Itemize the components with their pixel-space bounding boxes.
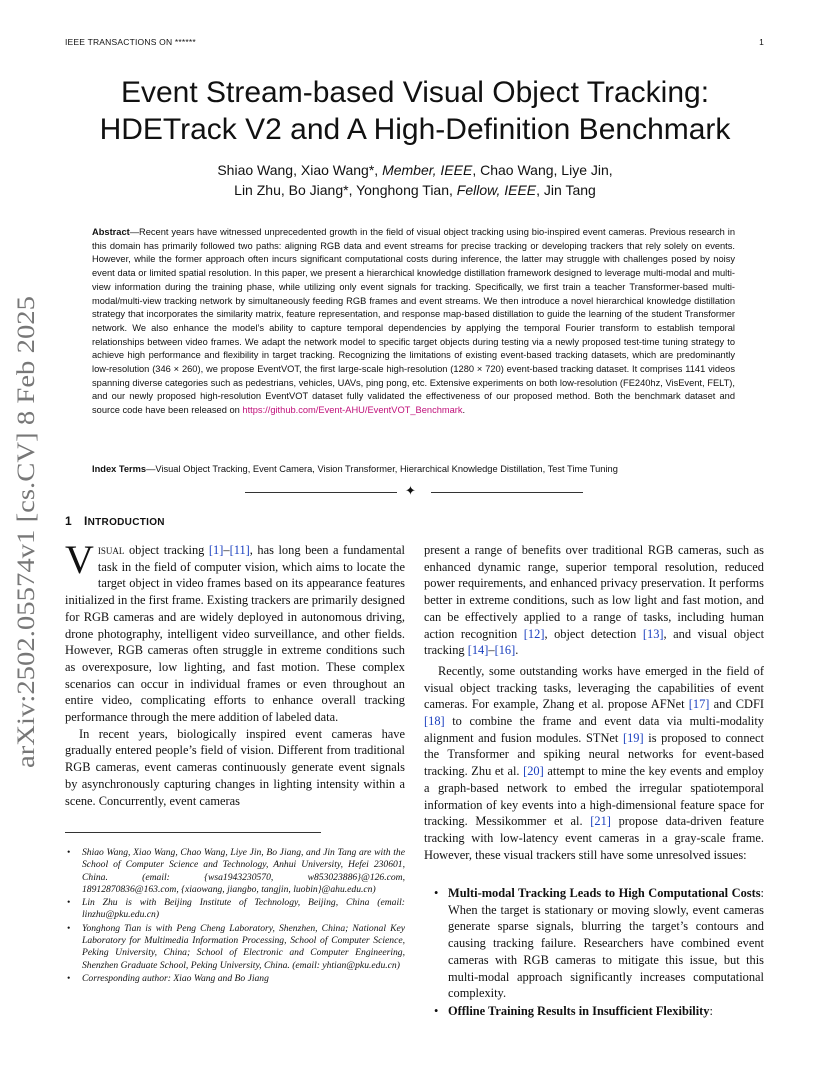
bullet-text: : xyxy=(709,1003,713,1018)
index-terms xyxy=(92,463,735,476)
bullet-text: : When the target is stationary or moving slowly, event cameras generate sparse signals, blurring the target’s contours and causing tracking failure. Researchers have combined event cameras with RGB cameras to mitigate this issue, but this multi-modal approach significantly increases computational complexity. xyxy=(448,886,764,1001)
intro-paragraph-3 xyxy=(424,542,764,659)
bullet-item xyxy=(448,1003,764,1020)
section-number: 1 xyxy=(65,514,72,528)
member-title: Member, IEEE xyxy=(382,162,473,178)
title-line-2: HDETrack V2 and A High-Definition Benchmark xyxy=(99,113,731,146)
footnote-item: • Lin Zhu is with Beijing Institute of Technology, Beijing, China (email: linzhu@pku.edu.cn) xyxy=(82,897,405,922)
running-header: IEEE TRANSACTIONS ON ****** xyxy=(65,37,196,47)
bullet-title: Offline Training Results in Insufficient Flexibility xyxy=(448,1003,710,1018)
text-run: present a range of benefits over traditional RGB cameras, such as enhanced dynamic range, superior temporal resolution, reduced power requirements, and enhanced privacy preservation. It performs better in extreme conditions, such as low light and fast motion, and can be effectively applied to a range of tasks, including human action recognition xyxy=(424,543,764,641)
citation-link[interactable]: [17] xyxy=(688,697,710,712)
paper-title xyxy=(60,74,770,148)
author-list xyxy=(60,160,770,200)
footnotes xyxy=(65,847,405,986)
abstract-label: Abstract xyxy=(92,227,130,237)
text-run: , and visual object tracking xyxy=(424,626,765,658)
authors-a: Shiao Wang, Xiao Wang*, xyxy=(217,162,383,178)
arxiv-stamp-text: arXiv:2502.05574v1 [cs.CV] 8 Feb 2025 xyxy=(11,348,40,768)
github-link[interactable]: https://github.com/Event-AHU/EventVOT_Benchmark xyxy=(242,405,463,416)
drop-cap: V xyxy=(65,537,94,582)
author-line-2 xyxy=(60,180,770,200)
author-line-1 xyxy=(60,160,770,180)
left-column xyxy=(65,537,405,809)
divider-star-icon: ✦ xyxy=(405,484,416,499)
text-run: Recently, some outstanding works have emerged in the field of visual object tracking tasks, leveraging the capabilities of event cameras. For example, Zhang et al. propose AFNet xyxy=(424,663,764,712)
citation-link[interactable]: [11] xyxy=(229,543,250,557)
authors-c: Lin Zhu, Bo Jiang*, Yonghong Tian, xyxy=(234,182,457,198)
text-run: – xyxy=(488,643,495,658)
divider-line-left xyxy=(245,492,397,493)
index-terms-text: —Visual Object Tracking, Event Camera, Vision Transformer, Hierarchical Knowledge Distillation, Test Time Tuning xyxy=(146,464,618,474)
text-run: propose data-driven feature tracking with low-latency event cameras in a gray-scale frame. However, these visual trackers still have some unresolved issues: xyxy=(424,814,764,862)
text-run: object tracking xyxy=(124,543,209,557)
section-divider xyxy=(245,486,583,500)
abstract xyxy=(92,226,735,418)
footnote-item: • Corresponding author: Xiao Wang and Bo Jiang xyxy=(82,973,405,985)
text-run: is proposed to connect the Transformer and spiking neural networks for event-based tracking. Zhu et al. xyxy=(424,730,764,779)
intro-paragraph-4 xyxy=(424,663,764,863)
authors-d: , Jin Tang xyxy=(536,182,596,198)
intro-paragraph-2: In recent years, biologically inspired event cameras have gradually entered people’s field of vision. Different from traditional RGB cameras, event cameras continuously generate event signals by asynchronously capturing changes in lighting intensity within a scene. Concurrently, event cameras xyxy=(65,726,405,808)
text-run: , object detection xyxy=(544,626,643,641)
citation-link[interactable]: [18] xyxy=(424,714,445,729)
section-title-rest: NTRODUCTION xyxy=(87,517,165,528)
fellow-title: Fellow, IEEE xyxy=(456,182,537,198)
text-run: , has long been a fundamental task in the field of computer vision, which aims to locate the target object in video frames based on its appearance features initialized in the first frame. Existing trackers are primarily designed for RGB cameras and are widely deployed in autonomous driving, drone photography, intelligent video surveillance, and other fields. However, RGB cameras often struggle in extreme conditions such as overexposure, low lighting, and fast motion. These complex scenarios can occur in individual frames or even throughout an entire video, complicating efforts to enhance overall tracking performance through the mere addition of labeled data. xyxy=(65,543,405,725)
right-column xyxy=(424,542,764,863)
citation-link[interactable]: [13] xyxy=(642,626,664,641)
index-terms-label: Index Terms xyxy=(92,464,147,474)
arxiv-stamp-svg xyxy=(4,294,44,768)
page-number: 1 xyxy=(759,37,764,47)
text-run: to combine the frame and event data via multi-modality alignment and fusion modules. STNet xyxy=(424,714,764,745)
citation-link[interactable]: [20] xyxy=(523,764,544,779)
footnote-item: • Yonghong Tian is with Peng Cheng Laboratory, Shenzhen, China; National Key Laboratory for Multimedia Information Processing, School of Computer Science, Peking University, China; School of Electronic and Computer Engineering, Shenzhen Graduate School, Peking University, China. (email: yhtian@pku.edu.cn) xyxy=(82,923,405,972)
title-line-1: Event Stream-based Visual Object Tracking: xyxy=(120,76,710,109)
issue-bullets xyxy=(430,885,764,1021)
citation-link[interactable]: [12] xyxy=(523,626,545,641)
abstract-text: —Recent years have witnessed unprecedented growth in the field of visual object tracking using bio-inspired event cameras. Previous research in this domain has primarily followed two paths: aligning RGB data and event streams for precise tracking or developing trackers that rely solely on events. However, while the former approach often incurs significant computational costs during inference, the latter may struggle with challenges posed by noisy event data or limited spatial resolution. In this paper, we present a hierarchical knowledge distillation framework designed to leverage multi-modal and multi-view information during the training phase, while utilizing only event signals for tracking. Specifically, we first train a teacher Transformer-based multi-modal/multi-view tracking network by simultaneously feeding RGB frames and event streams. We then introduce a novel hierarchical knowledge distillation strategy that incorporates the similarity matrix, feature representation, and response map-based distillation to guide the learning of the student Transformer network. We also enhance the model’s ability to capture temporal dependencies by applying the temporal Fourier transform to establish temporal relationships between video frames. We adapt the network model to specific target objects during testing via a newly proposed test-time tuning strategy to achieve high performance and flexibility in target tracking. Recognizing the limitations of existing event-based tracking datasets, which are predominantly low-resolution (346 × 260), we propose EventVOT, the first large-scale high-resolution (1280 × 720) event-based tracking dataset. It comprises 1141 videos spanning diverse categories such as pedestrians, vehicles, UAVs, ping pong, etc. Extensive experiments on both low-resolution (FE240hz, VisEvent, FELT), and our newly proposed high-resolution EventVOT dataset fully validated the effectiveness of our proposed method. Both the benchmark dataset and source code have been released on xyxy=(92,227,735,416)
footnote-rule xyxy=(65,832,321,833)
citation-link[interactable]: [14] xyxy=(467,643,489,658)
arxiv-stamp xyxy=(4,294,44,768)
intro-paragraph-1 xyxy=(65,537,405,726)
citation-link[interactable]: [16] xyxy=(494,643,516,658)
footnote-item: • Shiao Wang, Xiao Wang, Chao Wang, Liye Jin, Bo Jiang, and Jin Tang are with the School of Computer Science and Technology, Anhui University, Hefei 230601, China. (email: {wsa1943230570, w853023886}@126.com, 18912870836@163.com, {xiaowang, jiangbo, tangjin, luobin}@ahu.edu.cn) xyxy=(82,847,405,896)
bullet-item xyxy=(448,885,764,1002)
section-title-initial: I xyxy=(83,514,88,528)
citation-link[interactable]: [19] xyxy=(622,730,644,745)
text-run: . xyxy=(515,643,519,658)
citation-link[interactable]: [21] xyxy=(590,814,611,829)
text-run: attempt to mine the key events and employ a graph-based network to embed the irregular spatiotemporal information of key events into a high-dimensional feature space for tracking. Messikommer et al. xyxy=(424,764,765,829)
smallcaps-word: isual xyxy=(97,543,125,557)
citation-link[interactable]: [1] xyxy=(208,543,224,557)
text-run: – xyxy=(223,543,230,557)
abstract-end: . xyxy=(462,405,466,416)
authors-b: , Chao Wang, Liye Jin, xyxy=(472,162,613,178)
text-run: and CDFI xyxy=(709,697,764,712)
section-heading xyxy=(65,514,165,528)
bullet-title: Multi-modal Tracking Leads to High Computational Costs xyxy=(448,886,761,900)
divider-line-right xyxy=(431,492,583,493)
